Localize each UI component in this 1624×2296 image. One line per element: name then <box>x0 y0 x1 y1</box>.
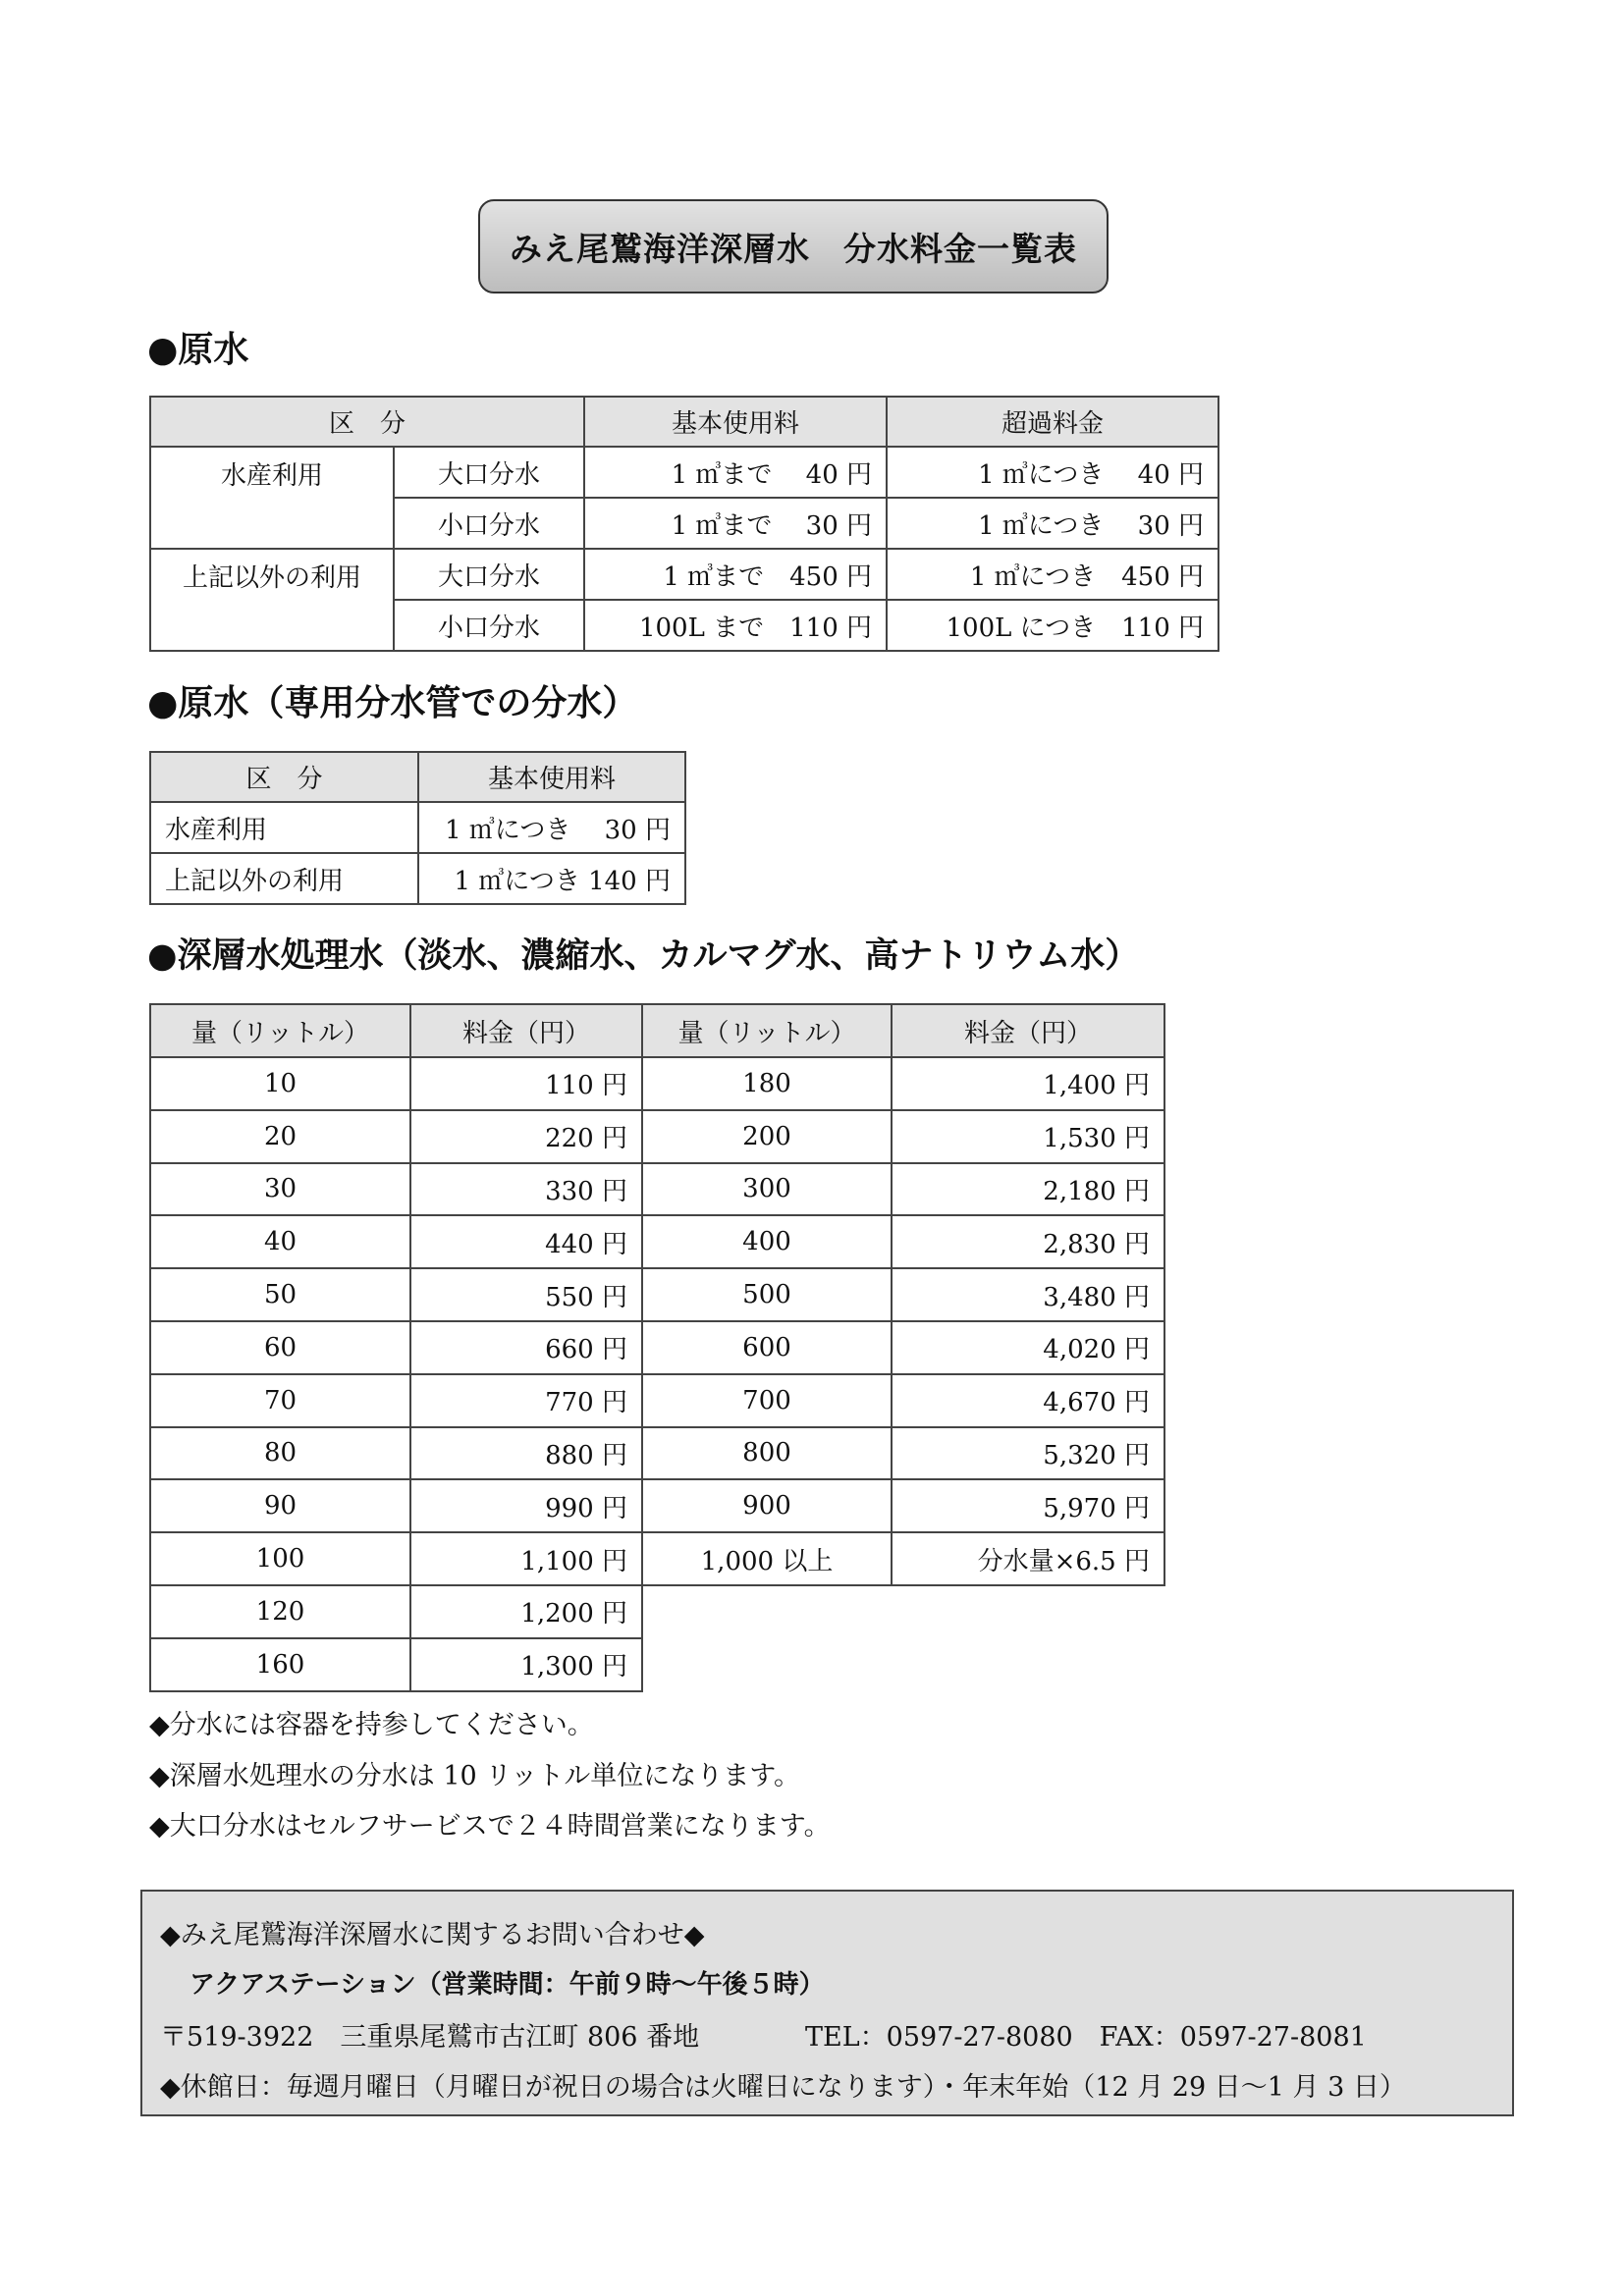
quantity-cell: 100 <box>150 1532 410 1585</box>
category-cell: 上記以外の利用 <box>150 853 418 904</box>
quantity-cell: 1,000 以上 <box>642 1532 892 1585</box>
type-cell: 小口分水 <box>394 600 584 651</box>
quantity-cell: 70 <box>150 1374 410 1427</box>
price-cell: 440 円 <box>410 1215 642 1268</box>
excess-fee-cell: 1 ㎥につき 450 円 <box>887 549 1218 600</box>
title-box <box>478 199 1109 294</box>
header-quantity: 量（リットル） <box>150 1004 410 1057</box>
quantity-cell: 180 <box>642 1057 892 1110</box>
type-cell: 大口分水 <box>394 549 584 600</box>
quantity-cell: 80 <box>150 1427 410 1480</box>
quantity-cell: 20 <box>150 1110 410 1163</box>
quantity-cell: 40 <box>150 1215 410 1268</box>
raw-water-table <box>149 396 1219 652</box>
price-cell: 2,830 円 <box>892 1215 1164 1268</box>
quantity-cell: 400 <box>642 1215 892 1268</box>
header-basic-fee: 基本使用料 <box>418 752 685 802</box>
quantity-cell: 800 <box>642 1427 892 1480</box>
note-container: ◆分水には容器を持参してください。 <box>149 1710 594 1740</box>
table-row <box>150 1321 1164 1374</box>
station-hours: アクアステーション（営業時間：午前９時～午後５時） <box>189 1970 825 2000</box>
price-cell: 1,300 円 <box>410 1638 642 1691</box>
page-title: みえ尾鷲海洋深層水 分水料金一覧表 <box>510 229 1077 268</box>
table-header-row <box>150 1004 1164 1057</box>
table-row <box>150 1374 1164 1427</box>
table-row <box>150 1532 1164 1585</box>
dedicated-pipe-table <box>149 751 686 905</box>
processed-water-table <box>149 1003 1165 1692</box>
address: 〒519-3922 三重県尾鷲市古江町 806 番地 <box>160 2022 700 2053</box>
excess-fee-cell: 1 ㎥につき 40 円 <box>887 447 1218 498</box>
note-self-service: ◆大口分水はセルフサービスで２４時間営業になります。 <box>149 1811 831 1842</box>
table-header-row <box>150 752 685 802</box>
quantity-cell: 700 <box>642 1374 892 1427</box>
table-row <box>150 1479 1164 1532</box>
header-quantity: 量（リットル） <box>642 1004 892 1057</box>
header-price: 料金（円） <box>410 1004 642 1057</box>
table-row <box>150 447 1218 498</box>
quantity-cell: 900 <box>642 1479 892 1532</box>
type-cell: 大口分水 <box>394 447 584 498</box>
price-cell: 1,100 円 <box>410 1532 642 1585</box>
price-cell: 880 円 <box>410 1427 642 1480</box>
price-cell: 4,020 円 <box>892 1321 1164 1374</box>
quantity-cell: 10 <box>150 1057 410 1110</box>
contact-box <box>140 1890 1514 2116</box>
header-category: 区 分 <box>150 752 418 802</box>
price-cell: 1,400 円 <box>892 1057 1164 1110</box>
header-excess-fee: 超過料金 <box>887 397 1218 447</box>
section-heading-raw-water: ●原水 <box>147 330 249 370</box>
quantity-cell: 160 <box>150 1638 410 1691</box>
type-cell: 小口分水 <box>394 498 584 549</box>
price-cell: 分水量×6.5 円 <box>892 1532 1164 1585</box>
table-row <box>150 853 685 904</box>
table-row <box>150 1163 1164 1216</box>
price-cell: 1,530 円 <box>892 1110 1164 1163</box>
quantity-cell: 200 <box>642 1110 892 1163</box>
excess-fee-cell: 100L につき 110 円 <box>887 600 1218 651</box>
basic-fee-cell: 1 ㎥まで 30 円 <box>584 498 887 549</box>
header-category: 区 分 <box>150 397 584 447</box>
quantity-cell: 120 <box>150 1585 410 1638</box>
header-basic-fee: 基本使用料 <box>584 397 887 447</box>
excess-fee-cell: 1 ㎥につき 30 円 <box>887 498 1218 549</box>
basic-fee-cell: 1 ㎥につき 140 円 <box>418 853 685 904</box>
table-row <box>150 1215 1164 1268</box>
price-cell <box>892 1638 1164 1691</box>
section-heading-processed-water: ●深層水処理水（淡水、濃縮水、カルマグ水、高ナトリウム水） <box>147 936 1140 976</box>
quantity-cell: 30 <box>150 1163 410 1216</box>
price-cell: 2,180 円 <box>892 1163 1164 1216</box>
price-cell: 660 円 <box>410 1321 642 1374</box>
price-cell: 330 円 <box>410 1163 642 1216</box>
holidays: ◆休館日：毎週月曜日（月曜日が祝日の場合は火曜日になります）・年末年始（12 月 29 日～1 月 3 日） <box>160 2072 1406 2103</box>
basic-fee-cell: 1 ㎥につき 30 円 <box>418 802 685 853</box>
table-header-row <box>150 397 1218 447</box>
basic-fee-cell: 1 ㎥まで 40 円 <box>584 447 887 498</box>
table-row <box>150 802 685 853</box>
quantity-cell: 50 <box>150 1268 410 1321</box>
table-row <box>150 1585 1164 1638</box>
price-cell: 3,480 円 <box>892 1268 1164 1321</box>
quantity-cell: 60 <box>150 1321 410 1374</box>
table-row <box>150 1110 1164 1163</box>
basic-fee-cell: 100L まで 110 円 <box>584 600 887 651</box>
section-heading-dedicated-pipe: ●原水（専用分水管での分水） <box>147 683 638 723</box>
price-cell: 5,970 円 <box>892 1479 1164 1532</box>
quantity-cell: 500 <box>642 1268 892 1321</box>
price-cell: 770 円 <box>410 1374 642 1427</box>
quantity-cell: 600 <box>642 1321 892 1374</box>
phone-fax: TEL：0597-27-8080 FAX：0597-27-8081 <box>805 2022 1367 2053</box>
price-cell: 990 円 <box>410 1479 642 1532</box>
price-cell: 5,320 円 <box>892 1427 1164 1480</box>
category-cell: 水産利用 <box>150 802 418 853</box>
category-cell: 上記以外の利用 <box>150 549 394 651</box>
price-cell: 110 円 <box>410 1057 642 1110</box>
quantity-cell <box>642 1585 892 1638</box>
table-row <box>150 549 1218 600</box>
price-cell: 4,670 円 <box>892 1374 1164 1427</box>
table-row <box>150 1638 1164 1691</box>
price-cell: 1,200 円 <box>410 1585 642 1638</box>
quantity-cell: 300 <box>642 1163 892 1216</box>
contact-heading: ◆みえ尾鷲海洋深層水に関するお問い合わせ◆ <box>160 1920 705 1950</box>
category-cell: 水産利用 <box>150 447 394 549</box>
price-cell: 220 円 <box>410 1110 642 1163</box>
table-row <box>150 1427 1164 1480</box>
price-cell <box>892 1585 1164 1638</box>
table-row <box>150 1268 1164 1321</box>
note-unit: ◆深層水処理水の分水は 10 リットル単位になります。 <box>149 1761 801 1791</box>
price-cell: 550 円 <box>410 1268 642 1321</box>
quantity-cell: 90 <box>150 1479 410 1532</box>
header-price: 料金（円） <box>892 1004 1164 1057</box>
quantity-cell <box>642 1638 892 1691</box>
basic-fee-cell: 1 ㎥まで 450 円 <box>584 549 887 600</box>
table-row <box>150 1057 1164 1110</box>
